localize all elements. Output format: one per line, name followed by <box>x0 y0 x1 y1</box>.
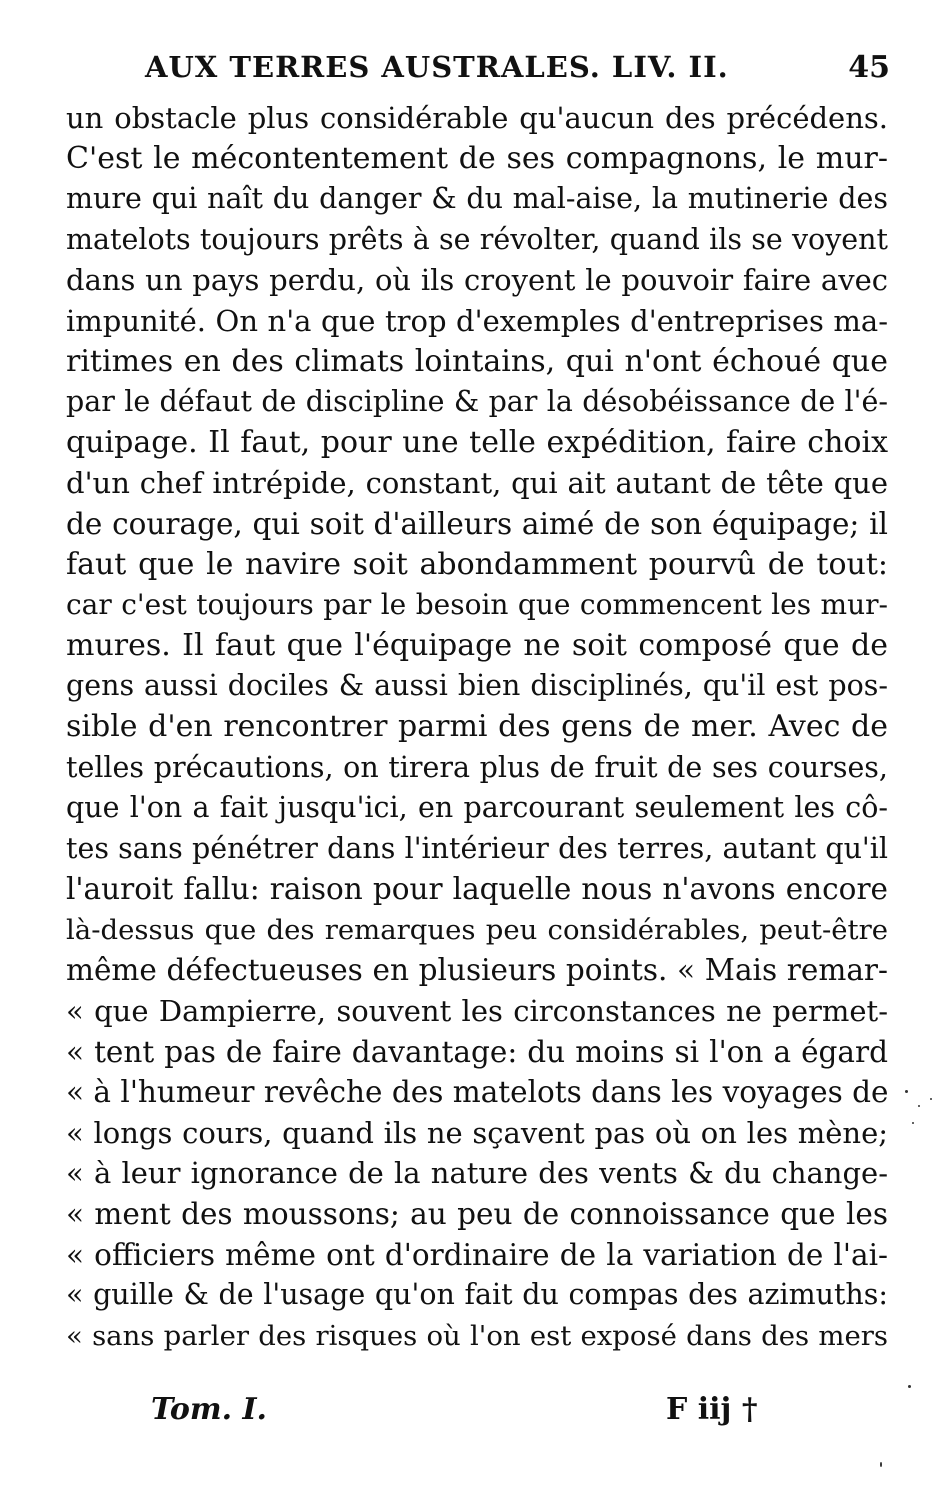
text-line: de courage, qui soit d'ailleurs aimé de son équipage; il <box>66 506 888 541</box>
text-line: « que Dampierre, souvent les circonstances ne permet- <box>66 994 888 1029</box>
ink-speck <box>905 1090 908 1093</box>
text-line: même défectueuses en plusieurs points. « Mais remar- <box>66 953 888 988</box>
text-line: sible d'en rencontrer parmi des gens de mer. Avec de <box>66 708 888 744</box>
ink-speck <box>908 1385 911 1388</box>
text-line: « officiers même ont d'ordinaire de la variation de l'ai- <box>66 1237 888 1272</box>
text-line: « tent pas de faire davantage: du moins si l'on a égard <box>66 1034 888 1069</box>
text-line: tes sans pénétrer dans l'intérieur des terres, autant qu'il <box>66 831 888 865</box>
text-line: par le défaut de discipline & par la désobéissance de l'é- <box>66 385 888 419</box>
ink-speck <box>930 1098 932 1100</box>
page-number: 45 <box>848 50 890 85</box>
text-line: mure qui naît du danger & du mal-aise, la mutinerie des <box>66 182 888 216</box>
text-line: C'est le mécontentement de ses compagnons, le mur- <box>66 140 888 176</box>
text-line: l'auroit fallu: raison pour laquelle nous n'avons encore <box>66 872 888 907</box>
signature-mark: F iij † <box>666 1392 758 1427</box>
running-title: AUX TERRES AUSTRALES. LIV. II. <box>145 50 729 84</box>
page-footer <box>66 1392 888 1436</box>
text-line: car c'est toujours par le besoin que commencent les mur- <box>66 588 888 622</box>
text-line: dans un pays perdu, où ils croyent le pouvoir faire avec <box>66 263 888 298</box>
text-line: « ment des moussons; au peu de connoissance que les <box>66 1197 888 1232</box>
text-line: gens aussi dociles & aussi bien disciplinés, qu'il est pos- <box>66 669 888 703</box>
text-line: ritimes en des climats lointains, qui n'ont échoué que <box>66 343 888 379</box>
body-text <box>66 98 888 1356</box>
text-line: impunité. On n'a que trop d'exemples d'entreprises ma- <box>66 303 888 338</box>
text-line: que l'on a fait jusqu'ici, en parcourant seulement les cô- <box>66 791 888 825</box>
text-line: « guille & de l'usage qu'on fait du compas des azimuths: <box>66 1278 888 1312</box>
text-line: là-dessus que des remarques peu considérables, peut-être <box>66 913 888 946</box>
text-line: un obstacle plus considérable qu'aucun des précédens. <box>66 101 888 135</box>
text-line: « longs cours, quand ils ne sçavent pas où on les mène; <box>66 1115 888 1150</box>
ink-speck <box>918 1105 920 1107</box>
text-line: « à leur ignorance de la nature des vents & du change- <box>66 1156 888 1191</box>
tome-label: Tom. I. <box>151 1392 268 1427</box>
running-head <box>145 50 890 94</box>
ink-speck <box>880 1462 882 1467</box>
text-line: matelots toujours prêts à se révolter, quand ils se voyent <box>66 222 888 256</box>
text-line: mures. Il faut que l'équipage ne soit composé que de <box>66 627 888 663</box>
ink-speck <box>912 1122 914 1124</box>
text-line: faut que le navire soit abondamment pourvû de tout: <box>66 546 888 582</box>
text-line: telles précautions, on tirera plus de fruit de ses courses, <box>66 750 888 784</box>
text-line: quipage. Il faut, pour une telle expédition, faire choix <box>66 424 888 460</box>
text-line: « sans parler des risques où l'on est exposé dans des mers <box>66 1319 888 1352</box>
text-line: d'un chef intrépide, constant, qui ait autant de tête que <box>66 466 888 501</box>
text-line: « à l'humeur revêche des matelots dans les voyages de <box>66 1075 889 1110</box>
